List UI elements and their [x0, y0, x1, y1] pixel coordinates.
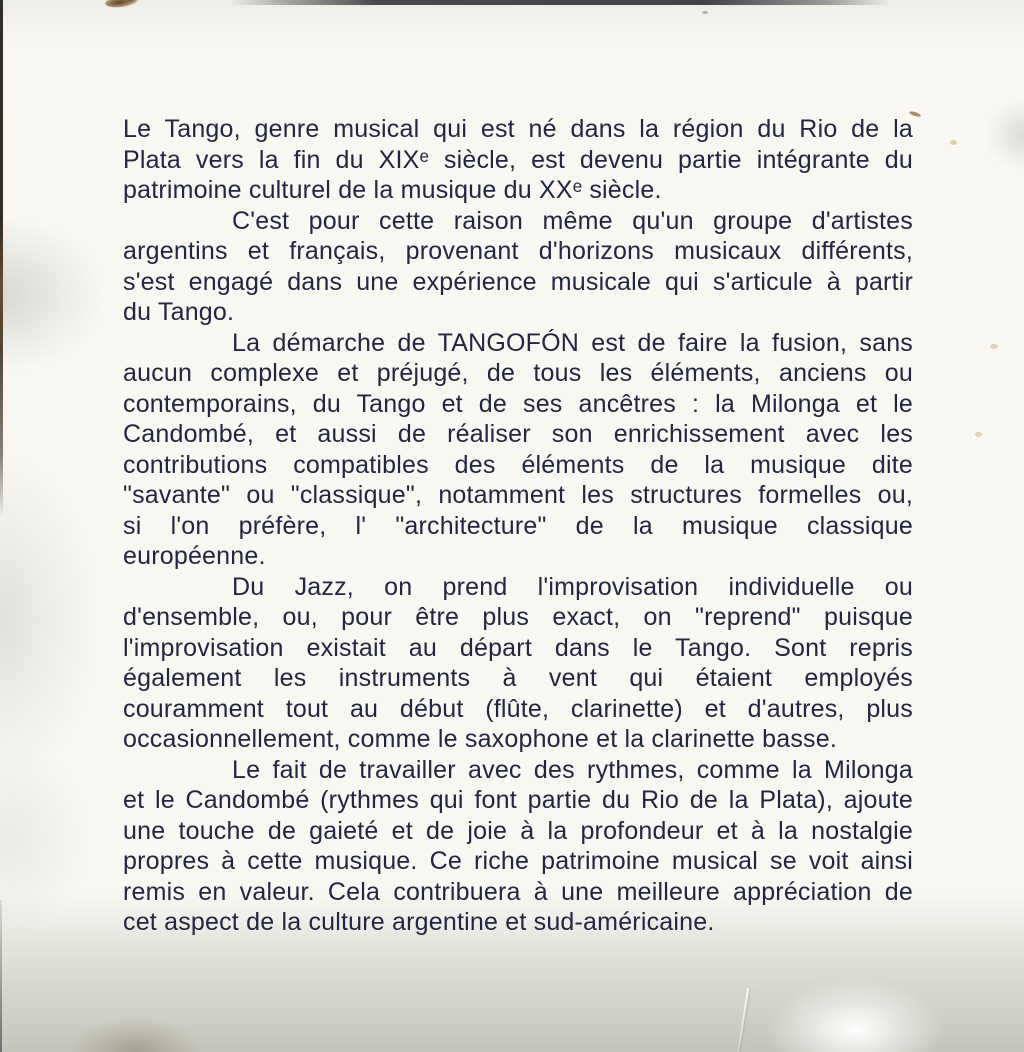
- text-line: "savante" ou "classique", notamment les structures formelles ou,: [123, 481, 913, 509]
- text-line: et le Candombé (rythmes qui font partie du Rio de la Plata), ajoute: [123, 786, 913, 814]
- scan-top-edge-artifact: [230, 0, 890, 5]
- text-line: couramment tout au début (flûte, clarinette) et d'autres, plus: [123, 694, 913, 723]
- scan-left-edge-lower-artifact: [0, 900, 2, 1052]
- text-line: patrimoine culturel de la musique du XXᵉ siècle.: [123, 176, 662, 204]
- document-text: [123, 114, 913, 938]
- text-line: La démarche de TANGOFÓN est de faire la fusion, sans: [232, 328, 913, 357]
- paragraph: [123, 114, 913, 206]
- text-line: occasionnellement, comme le saxophone et la clarinette basse.: [123, 725, 837, 753]
- text-line: d'ensemble, ou, pour être plus exact, on "reprend" puisque: [123, 603, 913, 631]
- text-line: Candombé, et aussi de réaliser son enrichissement avec les: [123, 420, 913, 448]
- text-line: s'est engagé dans une expérience musicale qui s'articule à partir: [123, 267, 913, 296]
- text-line: contemporains, du Tango et de ses ancêtres : la Milonga et le: [123, 389, 913, 418]
- paper-crease: [737, 988, 749, 1052]
- text-line: européenne.: [123, 542, 266, 570]
- scan-speck: [950, 140, 957, 145]
- text-line: également les instruments à vent qui étaient employés: [123, 664, 913, 692]
- text-line: Le fait de travailler avec des rythmes, comme la Milonga: [232, 755, 913, 784]
- scan-left-edge-artifact: [0, 0, 3, 518]
- text-line: remis en valeur. Cela contribuera à une meilleure appréciation de: [123, 877, 913, 906]
- text-line: une touche de gaieté et de joie à la profondeur et à la nostalgie: [123, 816, 913, 845]
- paragraph: [123, 572, 913, 755]
- paragraph: [123, 755, 913, 938]
- paragraph: [123, 206, 913, 328]
- scan-speck: [990, 344, 998, 349]
- scan-speck: [702, 11, 708, 14]
- text-line: Du Jazz, on prend l'improvisation individuelle ou: [232, 572, 913, 601]
- text-line: du Tango.: [123, 298, 235, 326]
- text-line: l'improvisation existait au départ dans le Tango. Sont repris: [123, 633, 913, 662]
- text-line: Le Tango, genre musical qui est né dans la région du Rio de la: [123, 115, 913, 143]
- text-line: si l'on préfère, l' "architecture" de la musique classique: [123, 511, 913, 540]
- text-line: aucun complexe et préjugé, de tous les éléments, anciens ou: [123, 359, 913, 387]
- text-line: argentins et français, provenant d'horizons musicaux différents,: [123, 237, 913, 265]
- text-line: Plata vers la fin du XIXᵉ siècle, est devenu partie intégrante du: [123, 145, 913, 174]
- scan-speck: [975, 432, 982, 437]
- scan-smudge-artifact: [104, 0, 139, 9]
- text-line: cet aspect de la culture argentine et sud-américaine.: [123, 908, 715, 936]
- text-line: propres à cette musique. Ce riche patrimoine musical se voit ainsi: [123, 847, 913, 875]
- text-line: C'est pour cette raison même qu'un groupe d'artistes: [232, 206, 913, 235]
- text-line: contributions compatibles des éléments de la musique dite: [123, 450, 913, 479]
- paragraph: [123, 328, 913, 572]
